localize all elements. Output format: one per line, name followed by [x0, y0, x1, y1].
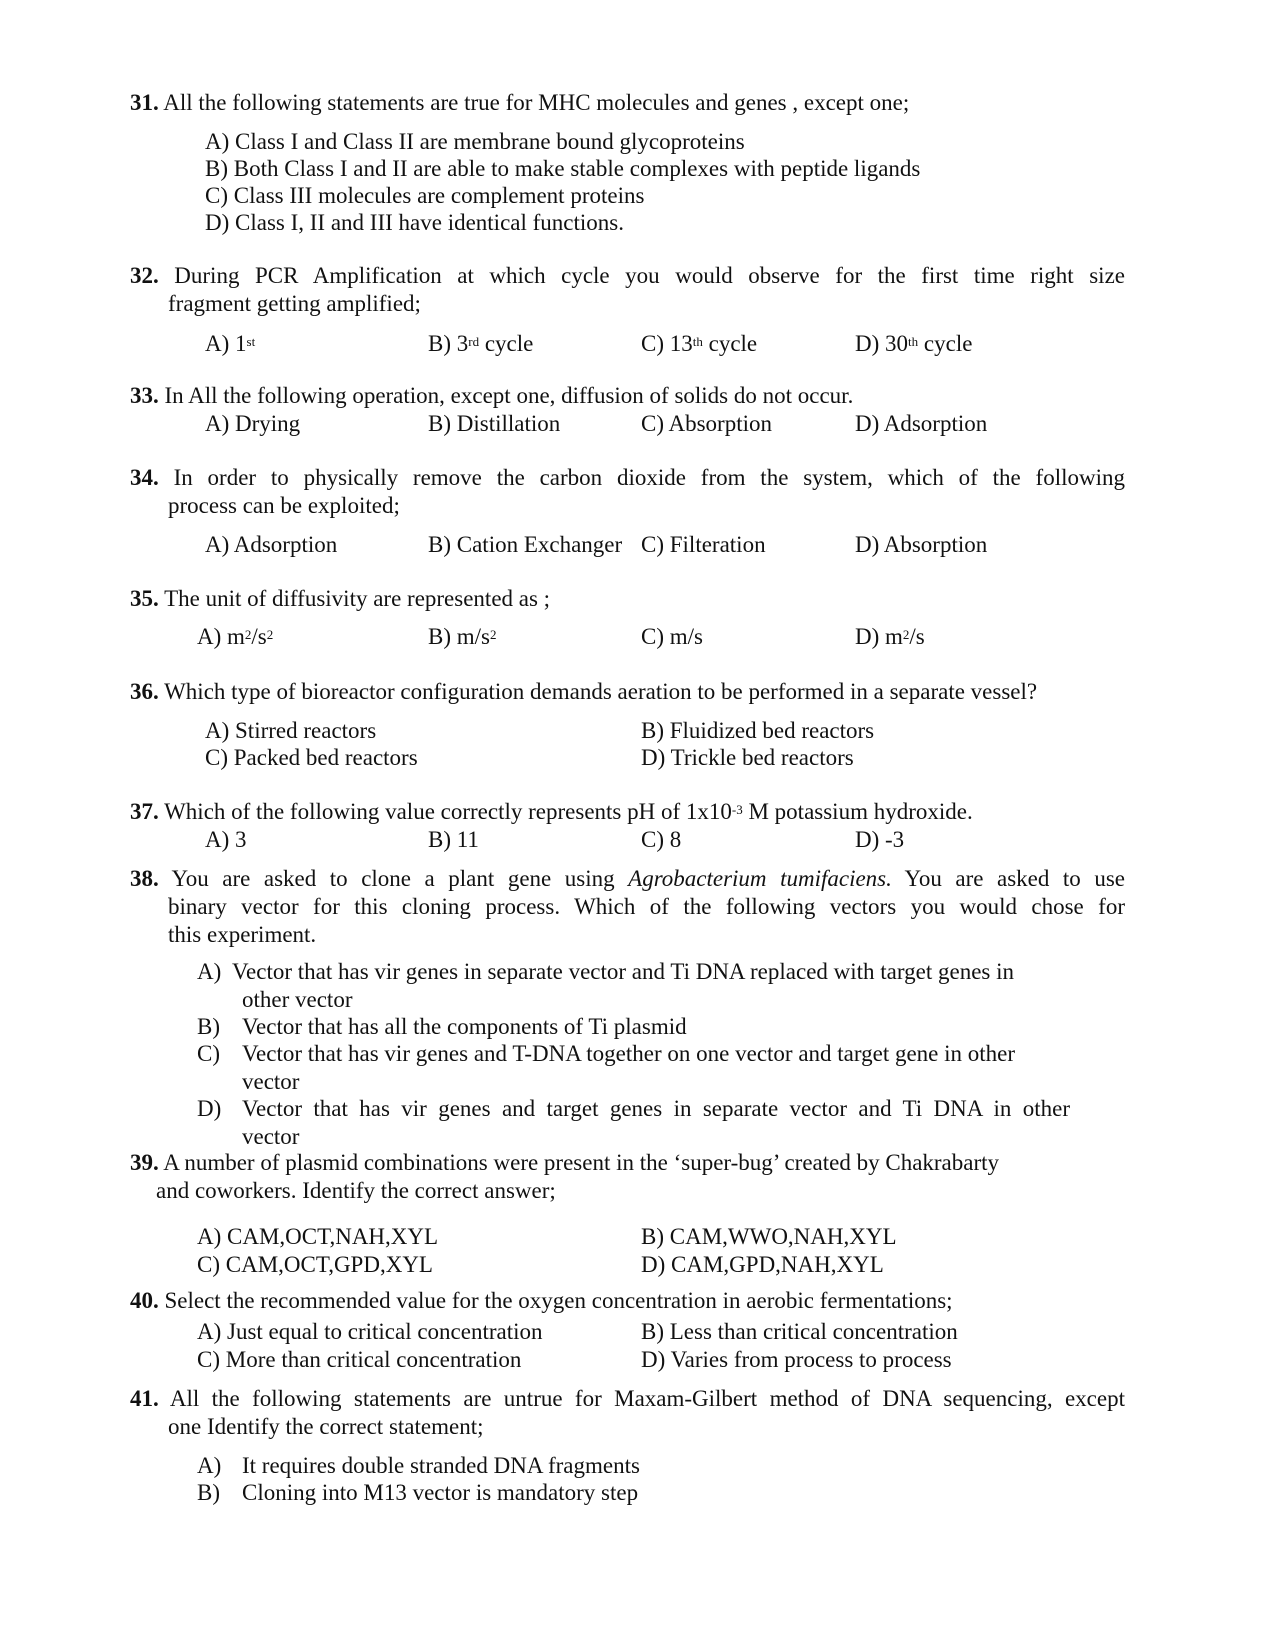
question-number: 37. — [130, 799, 159, 824]
question-38 — [130, 865, 1125, 949]
option-c: C) Absorption — [641, 411, 772, 436]
question-stem: Select the recommended value for the oxygen concentration in aerobic fermentations; — [164, 1288, 953, 1313]
option-c: C) 13th cycle — [641, 331, 758, 356]
question-35 — [130, 585, 1125, 613]
option-d: D) Class I, II and III have identical functions. — [205, 210, 624, 235]
question-number: 36. — [130, 679, 159, 704]
question-stem-continued: this experiment. — [168, 922, 317, 947]
question-number: 38. — [130, 866, 159, 891]
question-stem-continued: and coworkers. Identify the correct answer; — [156, 1178, 556, 1203]
question-stem: In All the following operation, except one, diffusion of solids do not occur. — [164, 383, 854, 408]
option-b: B) 3rd cycle — [428, 331, 534, 356]
question-number: 33. — [130, 383, 159, 408]
question-number: 34. — [130, 465, 159, 490]
question-31 — [130, 89, 1125, 117]
option-b: B) Both Class I and II are able to make stable complexes with peptide ligands — [205, 156, 921, 181]
option-c: C) CAM,OCT,GPD,XYL — [197, 1252, 433, 1277]
question-number: 41. — [130, 1386, 159, 1411]
option-d: D) Trickle bed reactors — [641, 745, 854, 770]
question-stem: The unit of diffusivity are represented as ; — [164, 586, 551, 611]
option-d: D) -3 — [855, 827, 905, 852]
option-a: A) 3 — [205, 827, 247, 852]
organism-name: Agrobacterium tumifaciens. — [628, 866, 892, 891]
question-number: 35. — [130, 586, 159, 611]
option-c: C) More than critical concentration — [197, 1347, 522, 1372]
question-stem: A number of plasmid combinations were present in the ‘super-bug’ created by Chakrabarty — [163, 1150, 1000, 1175]
option-b: B) Fluidized bed reactors — [641, 718, 875, 743]
question-32 — [130, 262, 1125, 318]
question-number: 40. — [130, 1288, 159, 1313]
option-d: D) Adsorption — [855, 411, 988, 436]
question-40 — [130, 1287, 1125, 1315]
question-stem-continued: binary vector for this cloning process. Which of the following vectors you would chose for — [168, 894, 1125, 919]
question-39 — [130, 1149, 1125, 1205]
question-stem-continued: one Identify the correct statement; — [168, 1414, 484, 1439]
option-c: C) m/s — [641, 624, 703, 649]
option-d: D) Varies from process to process — [641, 1347, 952, 1372]
option-a: A) Drying — [205, 411, 301, 436]
option-d: D) $m^2/s$ — [855, 624, 925, 649]
option-a: A) CAM,OCT,NAH,XYL — [197, 1224, 439, 1249]
question-stem-continued: fragment getting amplified; — [168, 291, 421, 316]
option-b: B) $m/s^2$ — [428, 624, 497, 649]
question-34 — [130, 464, 1125, 520]
option-a: A) Adsorption — [205, 532, 338, 557]
question-stem: Which of the following value correctly represents pH of $1x10^{-3}$ M potassium hydroxide. — [164, 799, 973, 824]
question-stem: Which type of bioreactor configuration demands aeration to be performed in a separate vessel? — [164, 679, 1038, 704]
question-number: 31. — [130, 90, 159, 115]
question-number: 39. — [130, 1150, 159, 1175]
option-c: C) 8 — [641, 827, 682, 852]
option-a: A) 1st — [205, 331, 256, 356]
question-37 — [130, 798, 1125, 826]
option-a: A) Class I and Class II are membrane bound glycoproteins — [205, 129, 745, 154]
question-stem-continued: process can be exploited; — [168, 493, 400, 518]
option-c: C) Filteration — [641, 532, 766, 557]
question-41 — [130, 1385, 1125, 1441]
option-c: C) Class III molecules are complement proteins — [205, 183, 645, 208]
question-36 — [130, 678, 1125, 706]
question-stem: In order to physically remove the carbon dioxide from the system, which of the following — [173, 465, 1125, 490]
option-b: B) CAM,WWO,NAH,XYL — [641, 1224, 897, 1249]
question-number: 32. — [130, 263, 159, 288]
option-a: A) Stirred reactors — [205, 718, 377, 743]
option-d: D) Absorption — [855, 532, 988, 557]
question-stem: All the following statements are untrue for Maxam-Gilbert method of DNA sequencing, except — [169, 1386, 1125, 1411]
option-b: B) Distillation — [428, 411, 561, 436]
option-b: B) Less than critical concentration — [641, 1319, 958, 1344]
question-stem: During PCR Amplification at which cycle you would observe for the first time right size — [174, 263, 1125, 288]
option-a: A) Just equal to critical concentration — [197, 1319, 543, 1344]
question-33 — [130, 382, 1125, 410]
question-stem: All the following statements are true for MHC molecules and genes , except one; — [163, 90, 910, 115]
question-stem: You are asked to clone a plant gene using Agrobacterium tumifaciens. You are asked to use — [171, 866, 1125, 891]
option-a: A) $m^2/s^2$ — [197, 624, 274, 649]
option-d: D) 30th cycle — [855, 331, 973, 356]
option-b: B) 11 — [428, 827, 479, 852]
option-b: B) Cation Exchanger — [428, 532, 623, 557]
option-c: C) Packed bed reactors — [205, 745, 418, 770]
option-d: D) CAM,GPD,NAH,XYL — [641, 1252, 884, 1277]
